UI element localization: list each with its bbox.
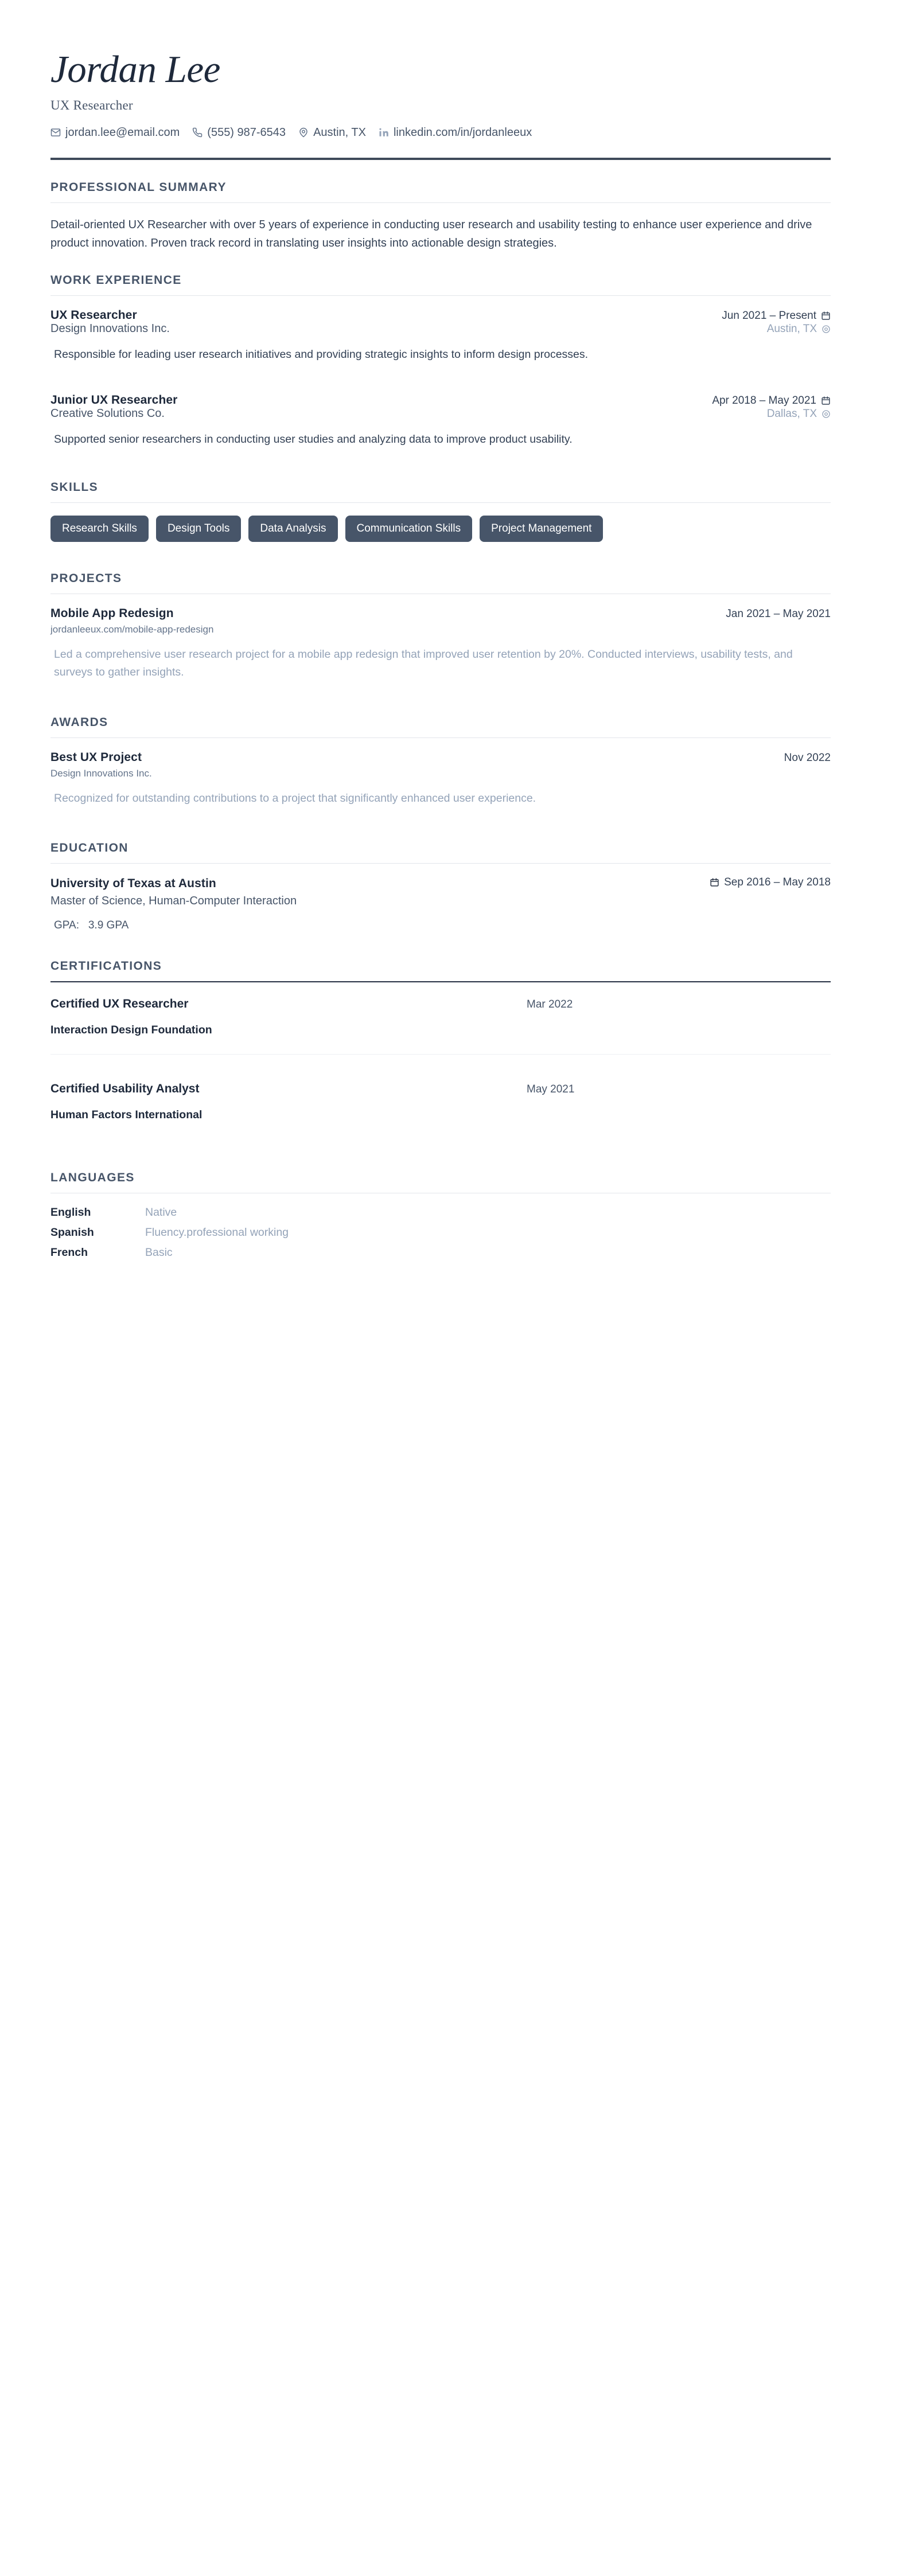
award-date <box>784 752 831 764</box>
education-school: University of Texas at Austin <box>50 877 216 891</box>
candidate-headline: UX Researcher <box>50 98 133 113</box>
work-entry-title-line <box>50 309 831 322</box>
contact-email[interactable] <box>50 127 180 138</box>
work-company: Design Innovations Inc. <box>50 322 170 335</box>
contact-location <box>298 127 366 138</box>
education-dates <box>710 876 831 889</box>
work-entry-company-line <box>50 407 831 420</box>
section-skills <box>50 481 831 542</box>
project-description: Led a comprehensive user research project for a mobile app redesign that improved user retention by 20%. Conducted interviews, usability tests, and surveys to gather insights. <box>54 648 793 679</box>
language-name: English <box>50 1206 91 1219</box>
contact-location-text: Austin, TX <box>313 126 366 139</box>
section-certifications <box>50 959 831 1139</box>
work-role: Junior UX Researcher <box>50 393 178 407</box>
language-level: Native <box>145 1206 177 1219</box>
education-gpa-label: GPA: <box>54 919 79 932</box>
location-pin-icon <box>298 127 309 138</box>
project-title-line <box>50 607 831 620</box>
section-title-summary: PROFESSIONAL SUMMARY <box>50 181 227 194</box>
section-professional-summary <box>50 181 831 253</box>
work-entry-company-line <box>50 322 831 335</box>
education-gpa-value: 3.9 GPA <box>88 919 129 932</box>
work-dates-text: Jun 2021 – Present <box>722 309 816 322</box>
skill-pill[interactable]: Research Skills <box>50 516 149 542</box>
language-row <box>50 1246 831 1259</box>
contact-phone-text: (555) 987-6543 <box>207 126 286 139</box>
section-education <box>50 841 831 932</box>
section-title-certifications: CERTIFICATIONS <box>50 959 162 973</box>
language-row <box>50 1226 831 1239</box>
work-description: Responsible for leading user research initiatives and providing strategic insights to inform design processes. <box>54 348 589 361</box>
section-title-skills: SKILLS <box>50 481 99 494</box>
phone-icon <box>192 127 203 138</box>
contact-row <box>50 127 831 138</box>
work-location <box>767 408 831 420</box>
section-title-education: EDUCATION <box>50 841 129 854</box>
skill-pill[interactable]: Project Management <box>480 516 603 542</box>
skill-pill[interactable]: Design Tools <box>156 516 241 542</box>
section-title-work: WORK EXPERIENCE <box>50 273 182 287</box>
skill-pill[interactable]: Data Analysis <box>248 516 337 542</box>
calendar-icon <box>821 396 831 405</box>
project-url[interactable]: jordanleeux.com/mobile-app-redesign <box>50 624 214 635</box>
award-date-text: Nov 2022 <box>784 752 831 764</box>
work-entry <box>50 309 831 364</box>
section-divider-awards <box>50 737 831 738</box>
section-title-awards: AWARDS <box>50 716 108 729</box>
education-gpa <box>50 919 831 932</box>
section-divider-education <box>50 863 831 864</box>
project-entry <box>50 607 831 681</box>
award-name: Best UX Project <box>50 751 142 764</box>
certification-entry <box>50 1055 831 1139</box>
certification-issuer: Human Factors International <box>50 1109 203 1122</box>
skill-pill[interactable]: Communication Skills <box>345 516 473 542</box>
section-projects <box>50 572 831 681</box>
contact-linkedin[interactable] <box>379 127 532 138</box>
certification-date: May 2021 <box>527 1083 575 1096</box>
work-description: Supported senior researchers in conducting user studies and analyzing data to improve product usability. <box>54 432 573 446</box>
work-dates-text: Apr 2018 – May 2021 <box>712 394 816 407</box>
award-entry <box>50 751 831 807</box>
work-company: Creative Solutions Co. <box>50 407 165 420</box>
header-divider <box>50 158 831 160</box>
education-title-line <box>50 876 831 891</box>
section-divider-work <box>50 295 831 296</box>
location-pin-icon <box>822 409 831 419</box>
language-level: Fluency.professional working <box>145 1226 289 1239</box>
calendar-icon <box>821 311 831 321</box>
section-divider-summary <box>50 202 831 203</box>
award-title-line <box>50 751 831 764</box>
work-entry <box>50 393 831 448</box>
work-location-text: Dallas, TX <box>766 407 817 420</box>
work-location <box>767 323 831 335</box>
contact-email-text: jordan.lee@email.com <box>65 126 180 139</box>
section-work-experience <box>50 274 831 448</box>
certification-entry <box>50 982 831 1054</box>
work-dates <box>722 310 831 322</box>
education-degree: Master of Science, Human-Computer Interaction <box>50 895 297 908</box>
linkedin-icon <box>379 127 389 138</box>
award-description: Recognized for outstanding contributions to a project that significantly enhanced user experience. <box>54 792 536 805</box>
section-languages <box>50 1171 831 1259</box>
certification-title-line <box>50 1082 831 1096</box>
section-divider-skills <box>50 502 831 503</box>
language-row <box>50 1206 831 1219</box>
language-name: French <box>50 1246 88 1259</box>
contact-linkedin-text: linkedin.com/in/jordanleeux <box>393 126 532 139</box>
project-dates-text: Jan 2021 – May 2021 <box>726 608 831 620</box>
work-location-text: Austin, TX <box>766 322 817 335</box>
work-entry-title-line <box>50 393 831 407</box>
work-role: UX Researcher <box>50 308 137 322</box>
calendar-icon <box>710 877 719 887</box>
section-awards <box>50 716 831 807</box>
work-dates <box>712 395 831 407</box>
certification-title-line <box>50 997 831 1011</box>
certification-name: Certified UX Researcher <box>50 997 189 1011</box>
email-icon <box>50 127 61 138</box>
certification-name: Certified Usability Analyst <box>50 1082 200 1096</box>
certification-date: Mar 2022 <box>527 998 573 1011</box>
education-dates-text: Sep 2016 – May 2018 <box>724 876 831 888</box>
education-entry <box>50 876 831 932</box>
project-dates <box>726 608 831 620</box>
section-title-languages: LANGUAGES <box>50 1171 135 1185</box>
language-name: Spanish <box>50 1226 94 1239</box>
section-title-projects: PROJECTS <box>50 572 122 586</box>
candidate-name: Jordan Lee <box>50 48 220 91</box>
contact-phone[interactable] <box>192 127 286 138</box>
location-pin-icon <box>822 325 831 334</box>
skills-list <box>50 516 796 542</box>
language-level: Basic <box>145 1246 173 1259</box>
resume-header <box>50 49 831 160</box>
award-issuer: Design Innovations Inc. <box>50 768 152 779</box>
summary-text: Detail-oriented UX Researcher with over 5 years of experience in conducting user research and usability testing to enhance user experience and drive product innovation. Proven track record in translating user insights into actionable design strategies. <box>50 218 812 250</box>
project-name: Mobile App Redesign <box>50 607 174 620</box>
certification-issuer: Interaction Design Foundation <box>50 1024 212 1037</box>
